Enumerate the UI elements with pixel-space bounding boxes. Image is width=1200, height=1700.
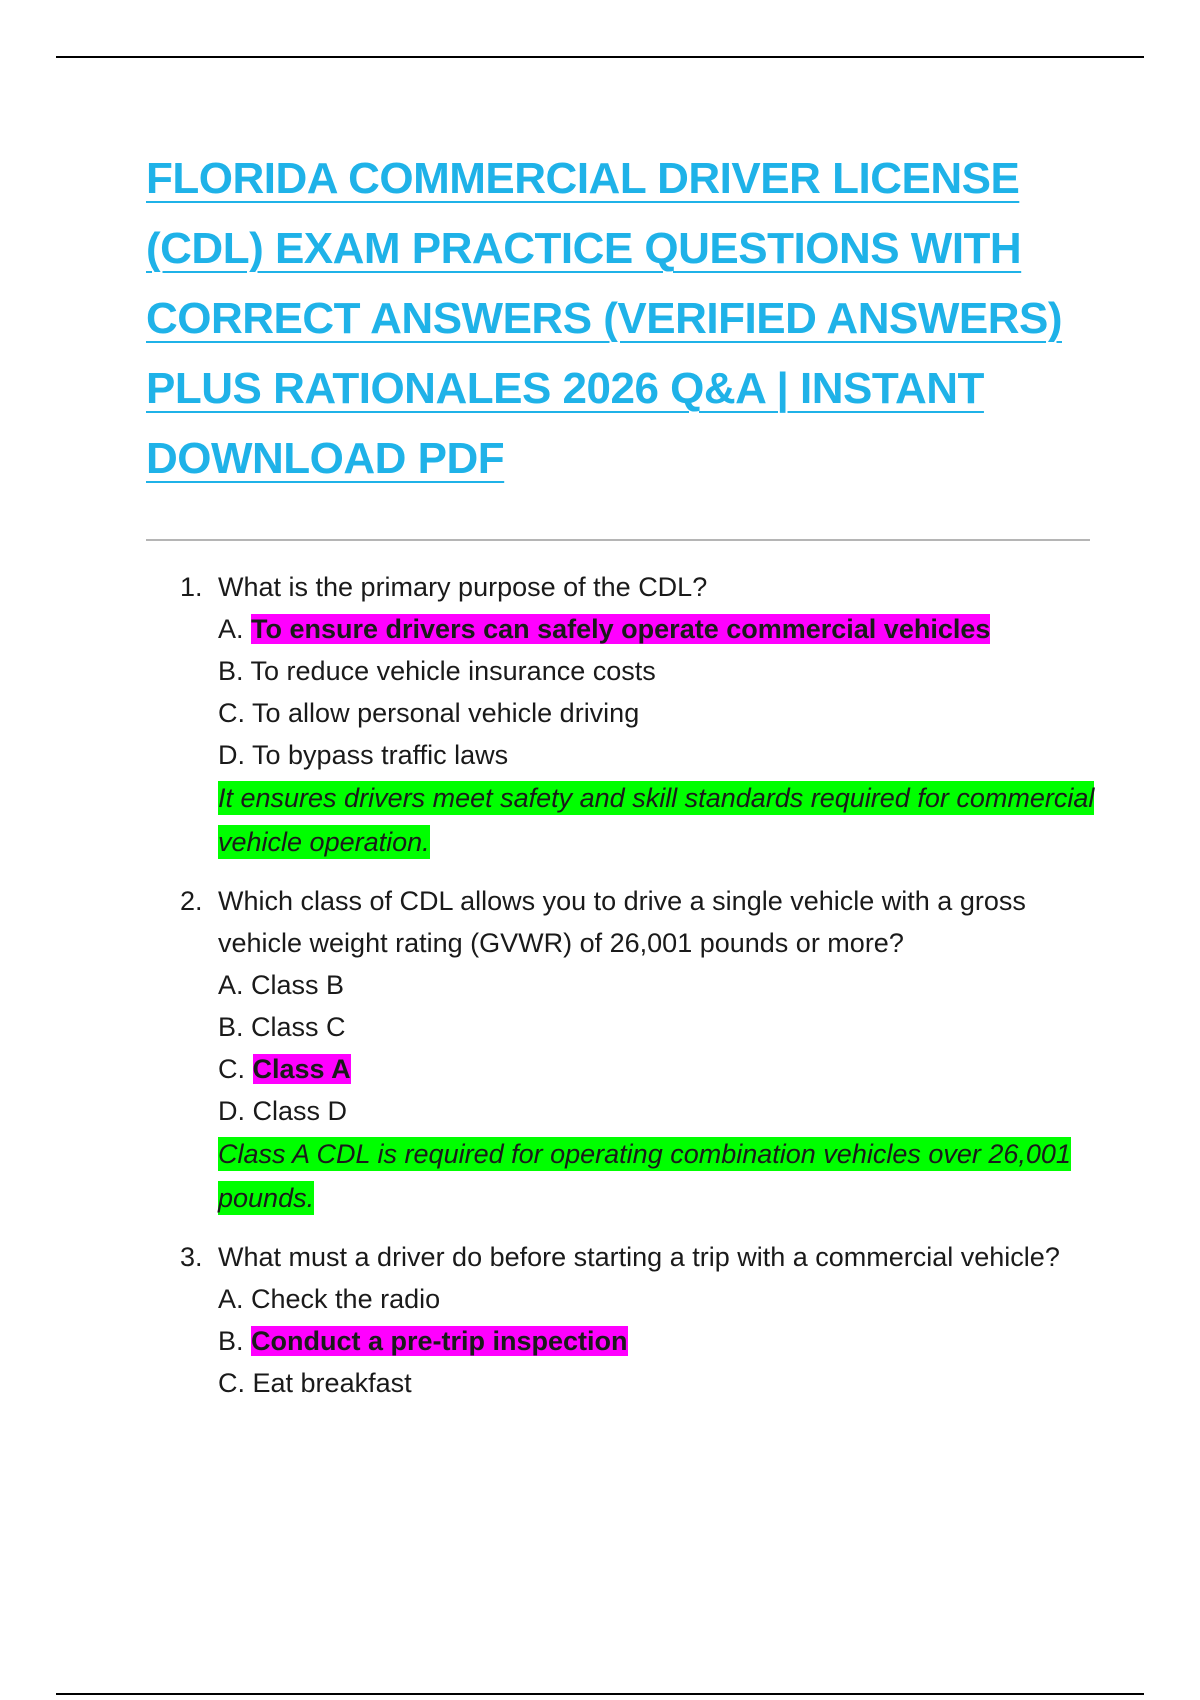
option-prefix: A. (218, 1284, 252, 1314)
title-line: PLUS RATIONALES 2026 Q&A | INSTANT (146, 364, 984, 413)
option-prefix: B. (218, 1012, 252, 1042)
title-line: FLORIDA COMMERCIAL DRIVER LICENSE (146, 154, 1020, 203)
answer-option (218, 1362, 1100, 1404)
correct-answer-highlight: Conduct a pre-trip inspection (251, 1326, 628, 1356)
question-text: Which class of CDL allows you to drive a single vehicle with a gross vehicle weight rating (GVWR) of 26,001 pounds or more? (218, 886, 1026, 958)
question-text: What is the primary purpose of the CDL? (218, 572, 708, 602)
answer-option (218, 964, 1100, 1006)
option-prefix: C. (218, 1368, 253, 1398)
answer-option (218, 650, 1100, 692)
question-number: 2. (180, 886, 203, 916)
rationale (218, 1132, 1100, 1220)
answer-option (218, 734, 1100, 776)
option-prefix: C. (218, 698, 253, 728)
correct-answer-highlight: To ensure drivers can safely operate commercial vehicles (251, 614, 991, 644)
option-prefix: D. (218, 1096, 253, 1126)
option-text: To allow personal vehicle driving (252, 698, 640, 728)
title-line: DOWNLOAD PDF (146, 434, 505, 483)
rationale-highlight: Class A CDL is required for operating combination vehicles over 26,001 pounds. (218, 1139, 1071, 1213)
correct-answer-highlight: Class A (252, 1054, 351, 1084)
option-text: To reduce vehicle insurance costs (250, 656, 656, 686)
option-prefix: A. (218, 614, 252, 644)
option-prefix: D. (218, 740, 253, 770)
document-title (146, 148, 1086, 498)
question-item (180, 566, 1100, 864)
answer-option (218, 1278, 1100, 1320)
rationale-highlight: It ensures drivers meet safety and skill standards required for commercial vehicle operation. (218, 783, 1095, 857)
option-text: Eat breakfast (252, 1368, 412, 1398)
answer-option (218, 1090, 1100, 1132)
answer-option (218, 608, 1100, 650)
option-prefix: B. (218, 656, 251, 686)
question-item (180, 880, 1100, 1220)
question-item (180, 1236, 1100, 1404)
title-line: (CDL) EXAM PRACTICE QUESTIONS WITH (146, 224, 1022, 273)
answer-option (218, 1320, 1100, 1362)
title-divider (146, 539, 1090, 541)
answer-option (218, 1006, 1100, 1048)
option-text: Check the radio (251, 1284, 441, 1314)
question-number: 3. (180, 1242, 203, 1272)
option-text: Class C (251, 1012, 346, 1042)
option-text: Class D (252, 1096, 348, 1126)
option-prefix: B. (218, 1326, 252, 1356)
page-bottom-rule (56, 1693, 1144, 1695)
page-top-rule (56, 56, 1144, 58)
question-number: 1. (180, 572, 203, 602)
title-line: CORRECT ANSWERS (VERIFIED ANSWERS) (146, 294, 1062, 343)
option-text: To bypass traffic laws (252, 740, 509, 770)
answer-option (218, 692, 1100, 734)
rationale (218, 776, 1100, 864)
option-prefix: C. (218, 1054, 253, 1084)
question-list (180, 566, 1100, 1420)
answer-option (218, 1048, 1100, 1090)
option-prefix: A. (218, 970, 252, 1000)
option-text: Class B (251, 970, 345, 1000)
question-text: What must a driver do before starting a trip with a commercial vehicle? (218, 1242, 1060, 1272)
